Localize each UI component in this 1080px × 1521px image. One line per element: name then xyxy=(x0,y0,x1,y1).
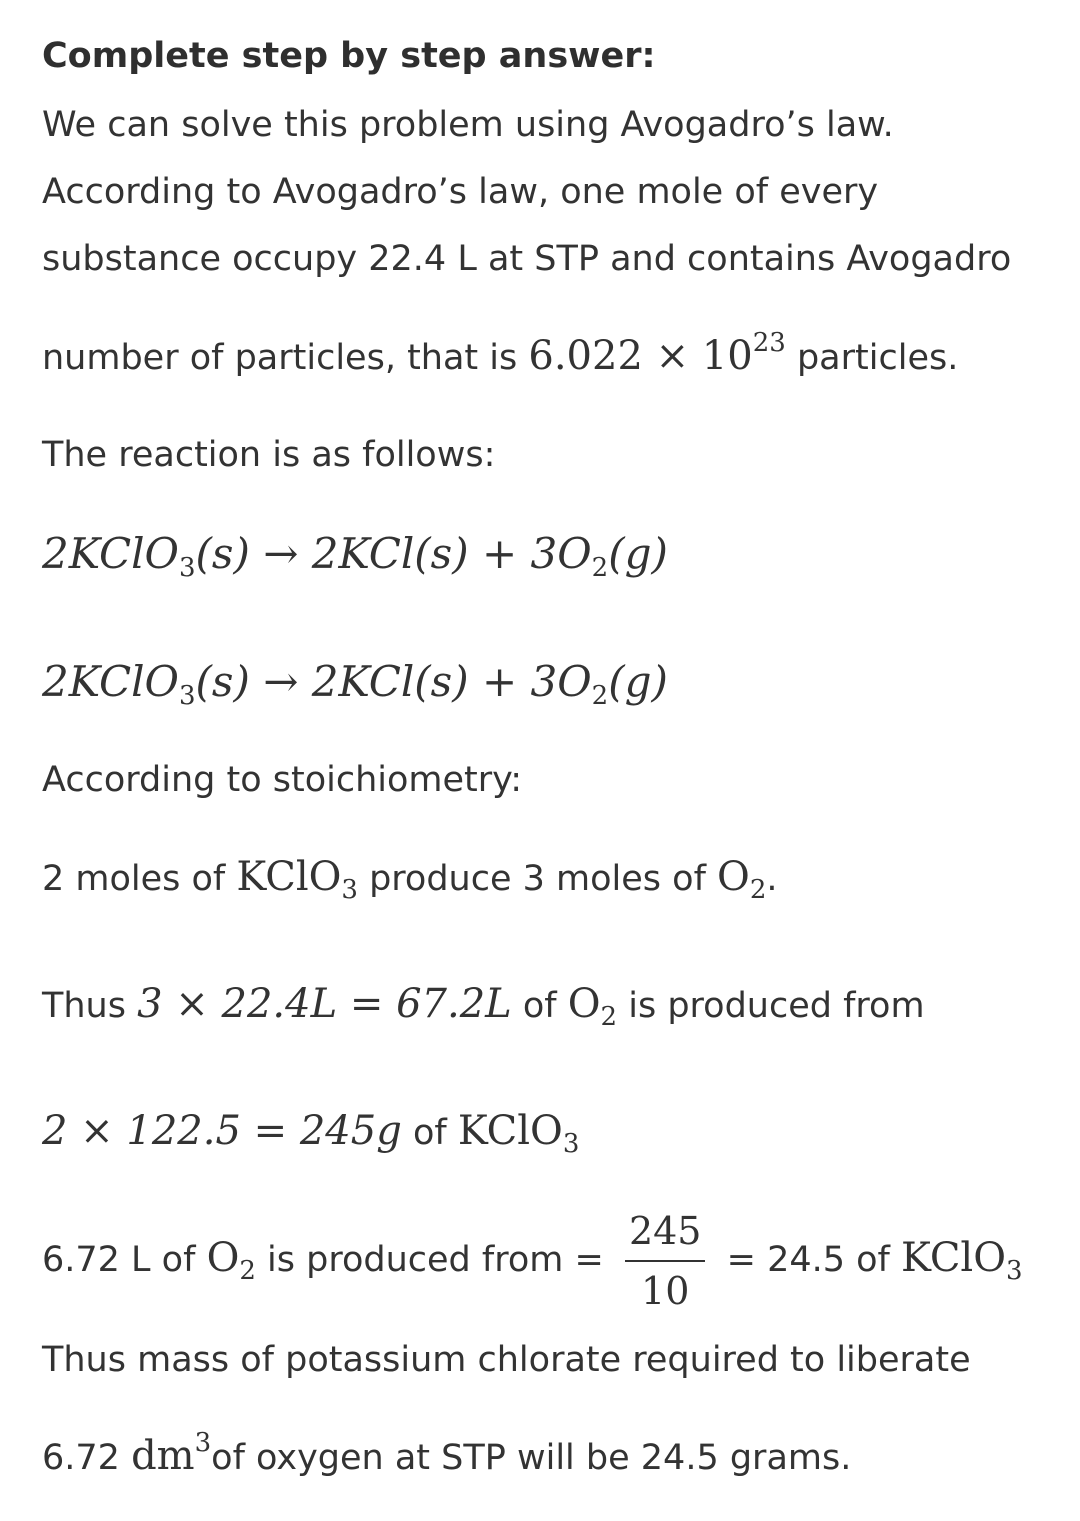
intro-line-1: We can solve this problem using Avogadro’s law. xyxy=(42,105,894,145)
fraction-mid: is produced from = xyxy=(267,1240,604,1280)
kclo3-subscript: 3 xyxy=(341,875,358,905)
mass-math: 2 × 122.5 = 245g xyxy=(42,1108,402,1154)
eq1-middle: (s) → 2KCl(s) + 3O xyxy=(195,529,592,578)
conclusion-value: 6.72 xyxy=(42,1438,120,1478)
eq2-oxygen-subscript: 2 xyxy=(591,681,609,711)
intro-line-3: substance occupy 22.4 L at STP and contains Avogadro xyxy=(42,239,1012,279)
volume-mid: of xyxy=(522,986,557,1026)
moles-prefix: 2 moles of xyxy=(42,859,226,899)
moles-mid: produce 3 moles of xyxy=(369,859,706,899)
stoichiometry-label: According to stoichiometry: xyxy=(42,760,523,800)
kclo3-formula xyxy=(236,854,358,905)
fraction-result: = 24.5 of xyxy=(726,1240,890,1280)
conclusion-unit-base: dm xyxy=(131,1433,195,1479)
moles-end: . xyxy=(766,859,778,899)
avogadro-number-base: 6.022 × 10 xyxy=(528,333,753,379)
volume-o2-subscript: 2 xyxy=(600,1002,618,1032)
fraction-prefix: 6.72 L of xyxy=(42,1240,196,1280)
volume-o2-symbol: O xyxy=(567,981,601,1027)
reaction-equation-2 xyxy=(42,656,668,711)
solution-document xyxy=(42,0,1052,1521)
mass-kclo3-symbol: KClO xyxy=(457,1108,563,1154)
intro-line-4-tail: particles. xyxy=(796,338,959,378)
conclusion-unit-exponent: 3 xyxy=(194,1428,212,1458)
fraction-o2-subscript: 2 xyxy=(239,1256,256,1286)
mass-line xyxy=(42,1108,580,1159)
reaction-intro: The reaction is as follows: xyxy=(42,435,496,475)
conclusion-line-1: Thus mass of potassium chlorate required to liberate xyxy=(42,1340,971,1380)
o2-symbol: O xyxy=(717,854,750,900)
fraction-numerator: 245 xyxy=(625,1208,706,1262)
fraction-kclo3-symbol: KClO xyxy=(901,1235,1007,1281)
fraction-denominator: 10 xyxy=(641,1269,690,1313)
reaction-equation-1 xyxy=(42,528,668,583)
avogadro-number-exponent: 23 xyxy=(752,328,786,358)
mass-kclo3-subscript: 3 xyxy=(562,1129,580,1159)
moles-line xyxy=(42,854,778,905)
volume-suffix: is produced from xyxy=(628,986,925,1026)
avogadro-number xyxy=(528,328,786,379)
eq2-reactant-subscript: 3 xyxy=(178,681,196,711)
volume-o2-formula xyxy=(567,981,618,1032)
fraction-kclo3-formula xyxy=(901,1235,1023,1286)
o2-formula xyxy=(717,854,767,905)
eq2-state: (g) xyxy=(608,657,668,706)
eq1-state: (g) xyxy=(608,529,668,578)
intro-line-4-text: number of particles, that is xyxy=(42,338,518,378)
answer-heading: Complete step by step answer: xyxy=(42,36,656,76)
conclusion-line-2 xyxy=(42,1428,852,1480)
eq1-reactant: 2KClO xyxy=(42,529,179,578)
fraction-line xyxy=(42,1203,1023,1313)
volume-math: 3 × 22.4L = 67.2L xyxy=(137,981,512,1027)
kclo3-symbol: KClO xyxy=(236,854,342,900)
conclusion-tail: of oxygen at STP will be 24.5 grams. xyxy=(211,1438,852,1478)
eq2-reactant: 2KClO xyxy=(42,657,179,706)
fraction-o2-symbol: O xyxy=(206,1235,240,1281)
fraction-kclo3-subscript: 3 xyxy=(1006,1256,1023,1286)
intro-line-4 xyxy=(42,328,959,380)
fraction xyxy=(625,1208,706,1314)
eq2-middle: (s) → 2KCl(s) + 3O xyxy=(195,657,592,706)
eq1-oxygen-subscript: 2 xyxy=(591,553,609,583)
mass-kclo3-formula xyxy=(457,1108,580,1159)
o2-subscript: 2 xyxy=(749,875,767,905)
eq1-reactant-subscript: 3 xyxy=(178,553,196,583)
intro-line-2: According to Avogadro’s law, one mole of every xyxy=(42,172,879,212)
volume-line xyxy=(42,981,925,1032)
fraction-o2-formula xyxy=(206,1235,256,1286)
conclusion-unit xyxy=(131,1428,212,1479)
volume-prefix: Thus xyxy=(42,986,126,1026)
mass-mid: of xyxy=(412,1113,447,1153)
